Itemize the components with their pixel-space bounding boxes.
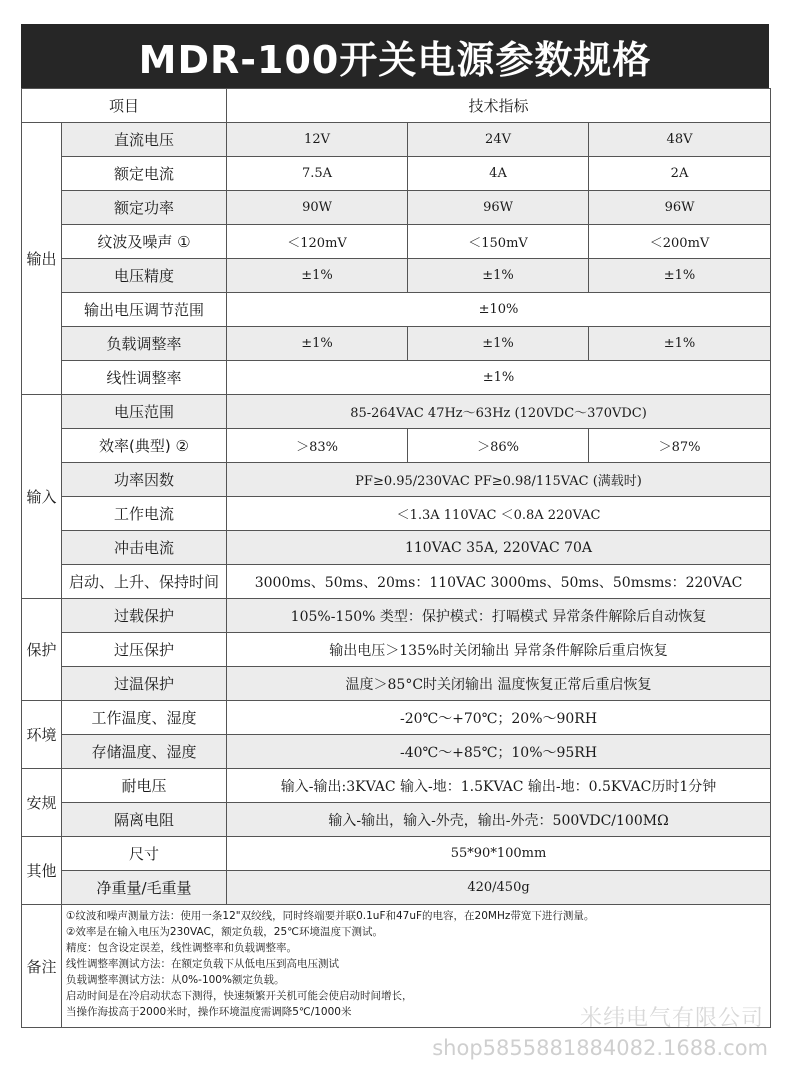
- value-cell: ±1%: [408, 259, 589, 293]
- value-cell: PF≥0.95/230VAC PF≥0.98/115VAC (满载时): [227, 463, 771, 497]
- row-label: 工作温度、湿度: [62, 701, 227, 735]
- row-label: 隔离电阻: [62, 803, 227, 837]
- table-row: [22, 497, 771, 531]
- table-row: [22, 871, 771, 905]
- table-row: [22, 259, 771, 293]
- note-line: ①纹波和噪声测量方法：使用一条12"双绞线，同时终端要并联0.1uF和47uF的电容，在20MHz带宽下进行测量。: [66, 910, 595, 922]
- page-title: MDR-100开关电源参数规格: [21, 24, 769, 88]
- row-label: 过温保护: [62, 667, 227, 701]
- row-label: 额定电流: [62, 157, 227, 191]
- group-safety: 安规: [22, 769, 62, 837]
- table-row: [22, 565, 771, 599]
- row-label: 线性调整率: [62, 361, 227, 395]
- row-label: 负载调整率: [62, 327, 227, 361]
- value-cell: 55*90*100mm: [227, 837, 771, 871]
- row-label: 纹波及噪声 ①: [62, 225, 227, 259]
- group-input: 输入: [22, 395, 62, 599]
- header-spec: 技术指标: [227, 89, 771, 123]
- value-cell: ＞87%: [589, 429, 771, 463]
- value-cell: ±1%: [227, 259, 408, 293]
- value-cell: 7.5A: [227, 157, 408, 191]
- value-cell: 420/450g: [227, 871, 771, 905]
- value-cell: ±1%: [589, 327, 771, 361]
- value-cell: 24V: [408, 123, 589, 157]
- value-cell: ±1%: [227, 327, 408, 361]
- value-cell: 85-264VAC 47Hz～63Hz (120VDC～370VDC): [227, 395, 771, 429]
- shop-url-watermark: shop5855881884082.1688.com: [432, 1036, 768, 1060]
- group-environment: 环境: [22, 701, 62, 769]
- group-protection: 保护: [22, 599, 62, 701]
- table-row: [22, 361, 771, 395]
- table-row: [22, 293, 771, 327]
- table-row: [22, 395, 771, 429]
- company-watermark: 米纬电气有限公司: [579, 1006, 764, 1031]
- row-label: 启动、上升、保持时间: [62, 565, 227, 599]
- table-row: [22, 327, 771, 361]
- note-line: ②效率是在输入电压为230VAC，额定负载，25℃环境温度下测试。: [66, 926, 383, 938]
- value-cell: ＜200mV: [589, 225, 771, 259]
- group-others: 其他: [22, 837, 62, 905]
- table-row: [22, 803, 771, 837]
- value-cell: ±1%: [408, 327, 589, 361]
- value-cell: 105%-150% 类型：保护模式：打嗝模式 异常条件解除后自动恢复: [227, 599, 771, 633]
- row-label: 额定功率: [62, 191, 227, 225]
- value-cell: 12V: [227, 123, 408, 157]
- row-label: 工作电流: [62, 497, 227, 531]
- value-cell: ＜120mV: [227, 225, 408, 259]
- group-notes: 备注: [22, 905, 62, 1028]
- row-label: 输出电压调节范围: [62, 293, 227, 327]
- value-cell: 90W: [227, 191, 408, 225]
- table-row: [22, 225, 771, 259]
- value-cell: -40℃～+85℃；10%～95RH: [227, 735, 771, 769]
- value-cell: 3000ms、50ms、20ms：110VAC 3000ms、50ms、50msms：220VAC: [227, 565, 771, 599]
- row-label: 过压保护: [62, 633, 227, 667]
- value-cell: 输入-输出，输入-外壳，输出-外壳：500VDC/100MΩ: [227, 803, 771, 837]
- table-row: [22, 531, 771, 565]
- value-cell: 4A: [408, 157, 589, 191]
- spec-table: [21, 88, 771, 1028]
- row-label: 冲击电流: [62, 531, 227, 565]
- note-line: 当操作海拔高于2000米时，操作环境温度需调降5℃/1000米: [66, 1006, 352, 1018]
- row-label: 直流电压: [62, 123, 227, 157]
- row-label: 电压范围: [62, 395, 227, 429]
- value-cell: -20℃～+70℃；20%～90RH: [227, 701, 771, 735]
- value-cell: ＞83%: [227, 429, 408, 463]
- row-label: 耐电压: [62, 769, 227, 803]
- value-cell: ±1%: [227, 361, 771, 395]
- table-row: [22, 429, 771, 463]
- header-item: 项目: [22, 89, 227, 123]
- table-row: [22, 191, 771, 225]
- table-row: [22, 735, 771, 769]
- value-cell: 96W: [589, 191, 771, 225]
- value-cell: ＜1.3A 110VAC ＜0.8A 220VAC: [227, 497, 771, 531]
- note-line: 线性调整率测试方法：在额定负载下从低电压到高电压测试: [66, 958, 339, 970]
- row-label: 过载保护: [62, 599, 227, 633]
- group-output: 输出: [22, 123, 62, 395]
- value-cell: 输入-输出:3KVAC 输入-地：1.5KVAC 输出-地：0.5KVAC历时1分钟: [227, 769, 771, 803]
- table-row: [22, 633, 771, 667]
- table-header-row: [22, 89, 771, 123]
- row-label: 功率因数: [62, 463, 227, 497]
- value-cell: 温度＞85°C时关闭输出 温度恢复正常后重启恢复: [227, 667, 771, 701]
- row-label: 尺寸: [62, 837, 227, 871]
- value-cell: ＜150mV: [408, 225, 589, 259]
- value-cell: ±1%: [589, 259, 771, 293]
- table-row: [22, 157, 771, 191]
- table-row: [22, 837, 771, 871]
- table-row: [22, 123, 771, 157]
- row-label: 存储温度、湿度: [62, 735, 227, 769]
- row-label: 电压精度: [62, 259, 227, 293]
- value-cell: ＞86%: [408, 429, 589, 463]
- value-cell: 2A: [589, 157, 771, 191]
- note-line: 启动时间是在冷启动状态下测得，快速频繁开关机可能会使启动时间增长，: [66, 990, 413, 1002]
- value-cell: 110VAC 35A, 220VAC 70A: [227, 531, 771, 565]
- table-row: [22, 599, 771, 633]
- row-label: 净重量/毛重量: [62, 871, 227, 905]
- table-row: [22, 463, 771, 497]
- row-label: 效率(典型) ②: [62, 429, 227, 463]
- note-line: 精度：包含设定误差，线性调整率和负载调整率。: [66, 942, 297, 954]
- value-cell: 输出电压＞135%时关闭输出 异常条件解除后重启恢复: [227, 633, 771, 667]
- table-row: [22, 667, 771, 701]
- table-row: [22, 701, 771, 735]
- note-line: 负载调整率测试方法：从0%-100%额定负载。: [66, 974, 285, 986]
- value-cell: 48V: [589, 123, 771, 157]
- table-row: [22, 769, 771, 803]
- value-cell: 96W: [408, 191, 589, 225]
- value-cell: ±10%: [227, 293, 771, 327]
